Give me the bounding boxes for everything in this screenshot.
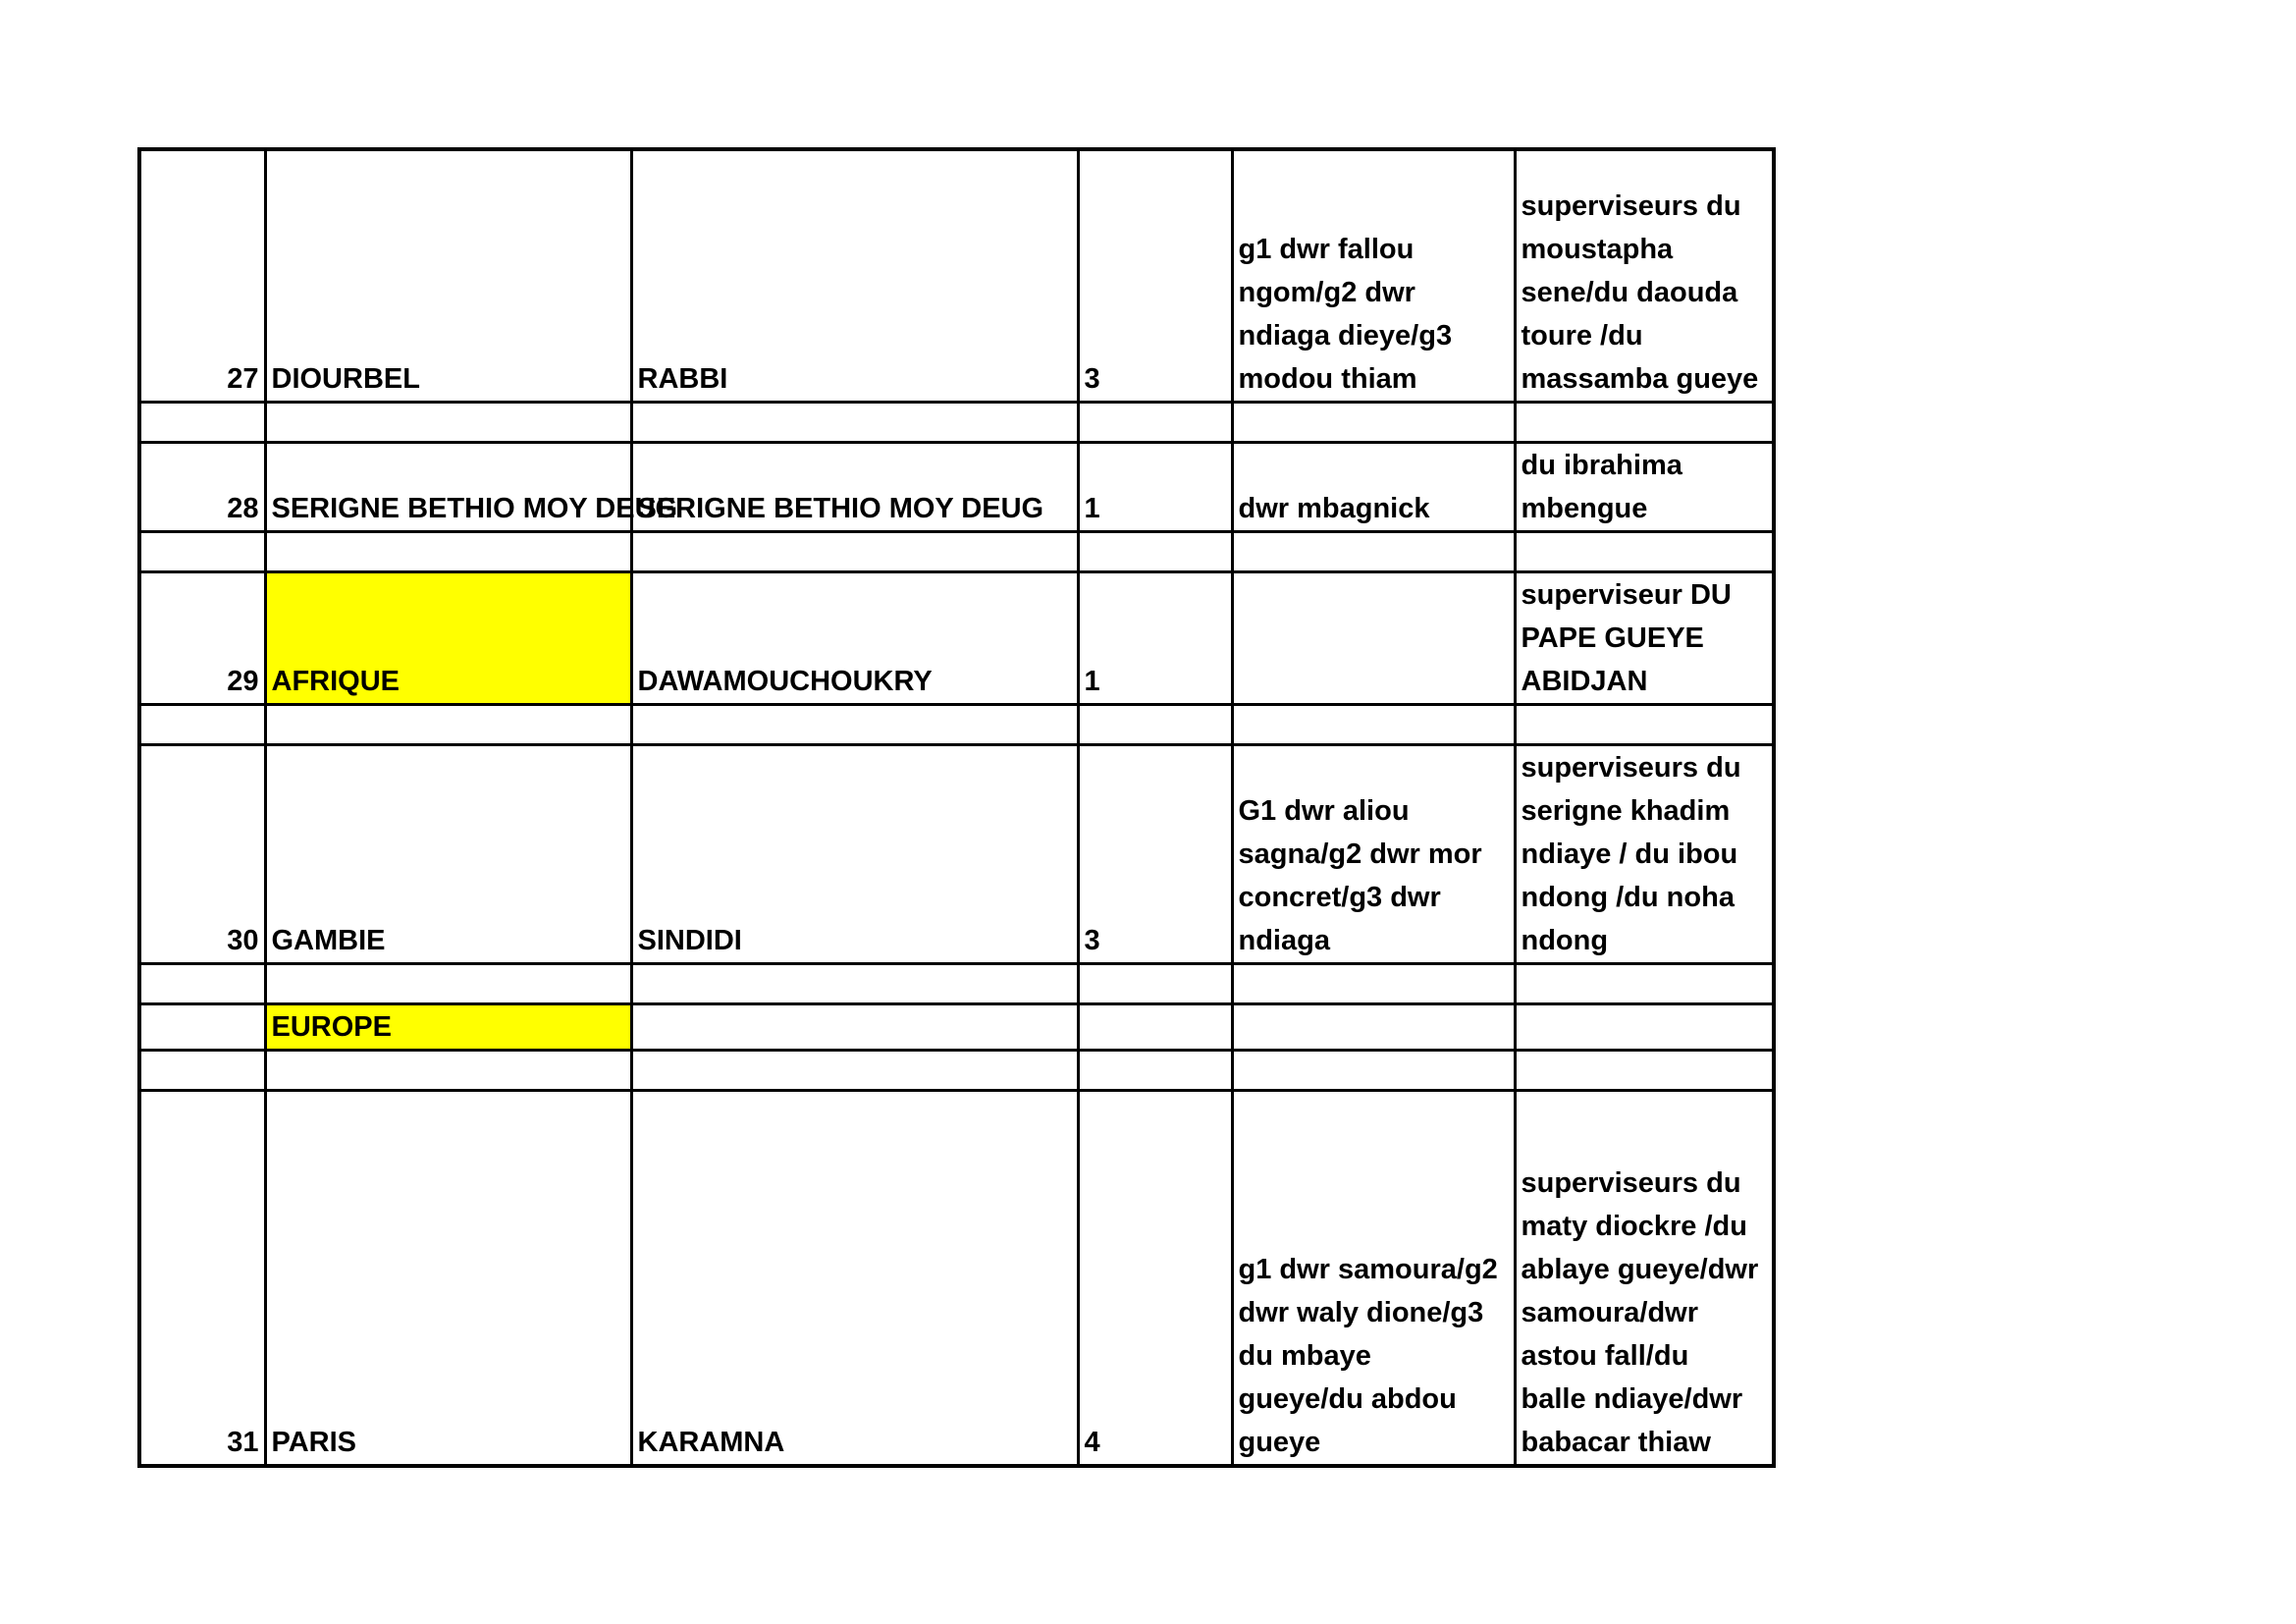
count-cell[interactable]: 1 bbox=[1078, 571, 1232, 704]
section-row bbox=[139, 1003, 1774, 1050]
empty-cell[interactable] bbox=[1078, 1003, 1232, 1050]
table-row bbox=[139, 744, 1774, 963]
empty-row bbox=[139, 1050, 1774, 1090]
groups-cell[interactable]: g1 dwr fallou ngom/g2 dwr ndiaga dieye/g3 modou thiam bbox=[1232, 149, 1515, 402]
empty-cell[interactable] bbox=[139, 704, 265, 744]
count-cell[interactable]: 3 bbox=[1078, 149, 1232, 402]
empty-cell[interactable] bbox=[1232, 704, 1515, 744]
empty-cell[interactable] bbox=[139, 963, 265, 1003]
empty-cell[interactable] bbox=[1078, 402, 1232, 442]
empty-cell[interactable] bbox=[265, 963, 631, 1003]
empty-cell[interactable] bbox=[631, 1003, 1078, 1050]
empty-cell[interactable] bbox=[1232, 531, 1515, 571]
region-cell[interactable]: PARIS bbox=[265, 1090, 631, 1466]
region-cell-highlighted[interactable]: AFRIQUE bbox=[265, 571, 631, 704]
empty-cell[interactable] bbox=[631, 963, 1078, 1003]
empty-cell[interactable] bbox=[139, 1003, 265, 1050]
empty-cell[interactable] bbox=[1515, 704, 1774, 744]
supervisors-cell[interactable]: superviseurs du serigne khadim ndiaye / du ibou ndong /du noha ndong bbox=[1515, 744, 1774, 963]
empty-cell[interactable] bbox=[1078, 1050, 1232, 1090]
empty-cell[interactable] bbox=[1515, 531, 1774, 571]
table-row bbox=[139, 149, 1774, 402]
empty-row bbox=[139, 704, 1774, 744]
supervisors-cell[interactable]: superviseurs du moustapha sene/du daouda toure /du massamba gueye bbox=[1515, 149, 1774, 402]
empty-cell[interactable] bbox=[1232, 963, 1515, 1003]
empty-row bbox=[139, 531, 1774, 571]
empty-cell[interactable] bbox=[139, 531, 265, 571]
count-cell[interactable]: 4 bbox=[1078, 1090, 1232, 1466]
groups-cell[interactable] bbox=[1232, 571, 1515, 704]
empty-cell[interactable] bbox=[631, 402, 1078, 442]
region-cell[interactable]: DIOURBEL bbox=[265, 149, 631, 402]
empty-cell[interactable] bbox=[139, 402, 265, 442]
supervisors-cell[interactable]: superviseurs du maty diockre /du ablaye gueye/dwr samoura/dwr astou fall/du balle ndiaye/dwr babacar thiaw bbox=[1515, 1090, 1774, 1466]
empty-cell[interactable] bbox=[1515, 1050, 1774, 1090]
daara-cell[interactable]: RABBI bbox=[631, 149, 1078, 402]
region-cell[interactable]: GAMBIE bbox=[265, 744, 631, 963]
section-label-cell[interactable]: EUROPE bbox=[265, 1003, 631, 1050]
empty-cell[interactable] bbox=[265, 531, 631, 571]
empty-cell[interactable] bbox=[139, 1050, 265, 1090]
table-row bbox=[139, 571, 1774, 704]
row-number-cell[interactable]: 31 bbox=[139, 1090, 265, 1466]
row-number-cell[interactable]: 28 bbox=[139, 442, 265, 531]
empty-cell[interactable] bbox=[631, 704, 1078, 744]
empty-cell[interactable] bbox=[631, 1050, 1078, 1090]
empty-cell[interactable] bbox=[1515, 1003, 1774, 1050]
supervisors-cell[interactable]: superviseur DU PAPE GUEYE ABIDJAN bbox=[1515, 571, 1774, 704]
groups-cell[interactable]: G1 dwr aliou sagna/g2 dwr mor concret/g3 dwr ndiaga bbox=[1232, 744, 1515, 963]
empty-cell[interactable] bbox=[1232, 1050, 1515, 1090]
groups-cell[interactable]: g1 dwr samoura/g2 dwr waly dione/g3 du mbaye gueye/du abdou gueye bbox=[1232, 1090, 1515, 1466]
empty-row bbox=[139, 402, 1774, 442]
daara-cell[interactable]: DAWAMOUCHOUKRY bbox=[631, 571, 1078, 704]
row-number-cell[interactable]: 30 bbox=[139, 744, 265, 963]
empty-cell[interactable] bbox=[631, 531, 1078, 571]
row-number-cell[interactable]: 27 bbox=[139, 149, 265, 402]
empty-cell[interactable] bbox=[1232, 402, 1515, 442]
supervisors-cell[interactable]: du ibrahima mbengue bbox=[1515, 442, 1774, 531]
empty-cell[interactable] bbox=[1078, 704, 1232, 744]
empty-cell[interactable] bbox=[265, 704, 631, 744]
count-cell[interactable]: 3 bbox=[1078, 744, 1232, 963]
empty-cell[interactable] bbox=[1078, 963, 1232, 1003]
empty-cell[interactable] bbox=[1232, 1003, 1515, 1050]
empty-row bbox=[139, 963, 1774, 1003]
daara-cell[interactable]: SERIGNE BETHIO MOY DEUG bbox=[631, 442, 1078, 531]
table-row bbox=[139, 1090, 1774, 1466]
empty-cell[interactable] bbox=[1515, 402, 1774, 442]
groups-cell[interactable]: dwr mbagnick bbox=[1232, 442, 1515, 531]
empty-cell[interactable] bbox=[265, 1050, 631, 1090]
daara-cell[interactable]: KARAMNA bbox=[631, 1090, 1078, 1466]
region-text: SERIGNE BETHIO MOY DEUG bbox=[271, 492, 678, 524]
empty-cell[interactable] bbox=[1515, 963, 1774, 1003]
count-cell[interactable]: 1 bbox=[1078, 442, 1232, 531]
table-row bbox=[139, 442, 1774, 531]
row-number-cell[interactable]: 29 bbox=[139, 571, 265, 704]
empty-cell[interactable] bbox=[1078, 531, 1232, 571]
region-cell[interactable] bbox=[265, 442, 678, 531]
spreadsheet-table bbox=[137, 147, 1776, 1468]
empty-cell[interactable] bbox=[265, 402, 631, 442]
daara-cell[interactable]: SINDIDI bbox=[631, 744, 1078, 963]
